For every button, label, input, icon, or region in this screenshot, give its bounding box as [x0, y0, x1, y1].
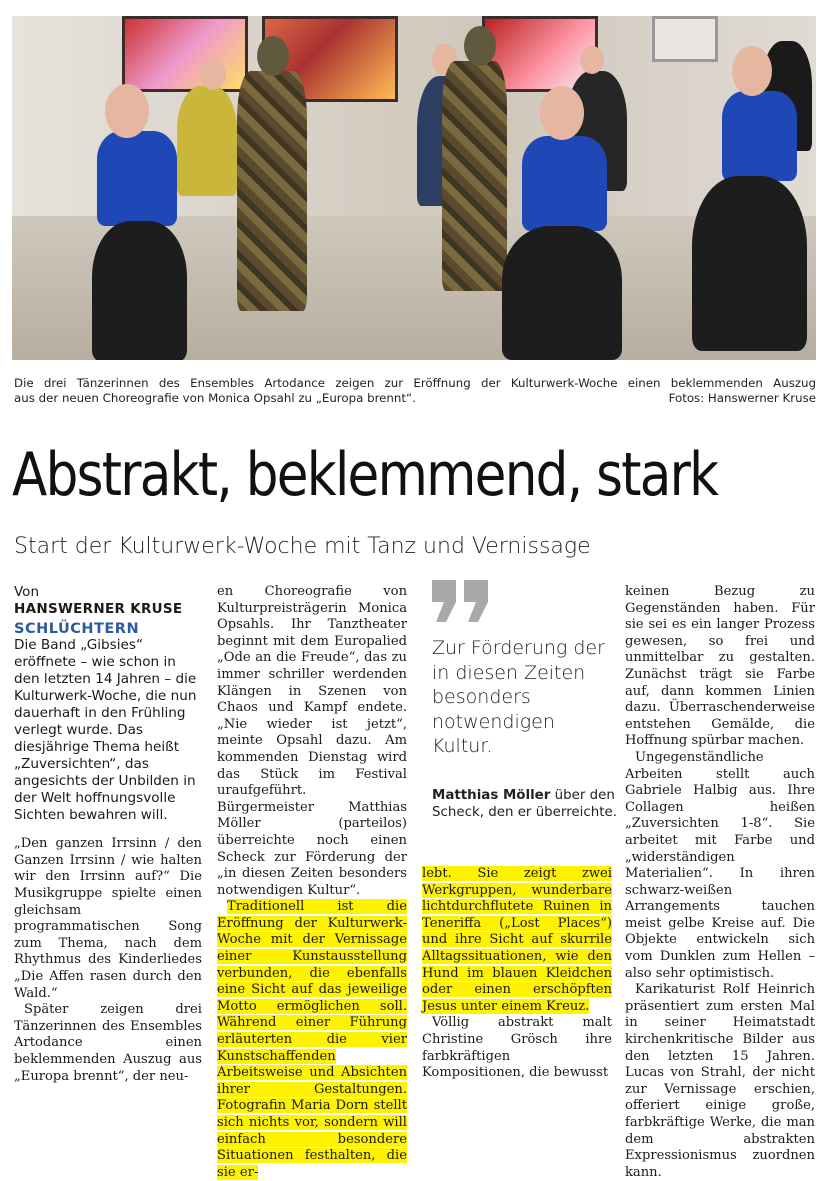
- paragraph: Karikaturist Rolf Heinrich präsentiert zum ersten Mal in seiner Heimatstadt kirchenkritische Bilder aus den letzten 15 Jahren. Lucas von Strahl, der nicht zur Vernissage erschien, offeriert einige große, farbkräftige Werke, die man dem abstrakten Expressionismus zuordnen kann.: [625, 982, 815, 1180]
- photo-caption: [14, 376, 816, 406]
- paragraph: en Choreografie von Kulturpreisträgerin Monica Opsahls. Ihr Tanztheater beginnt mit dem Europalied „Ode an die Freude“, das zu immer schriller werdenden Klängen in Szenen von Chaos und Kampf endete. „Nie wieder ist jetzt“, meinte Opsahl dazu. Am kommenden Dienstag wird das Stück im Festival uraufgeführt. Bürgermeister Matthias Möller (parteilos) überreichte noch einen Scheck zur Förderung der „in diesen Zeiten besonders notwendigen Kultur“.: [217, 584, 407, 898]
- highlighted-paragraph: Traditionell ist die Eröffnung der Kulturwerk-Woche mit der Vernissage einer Kunstausstellung verbunden, die ebenfalls eine Sicht auf das jeweilige Motto ermöglichen soll. Während einer Führung erläuterten die vier Kunstschaffenden Arbeitsweise und Absichten ihrer Gestaltungen. Fotografin Maria Dorn stellt sich nichts vor, sondern will einfach besondere Situationen festhalten, die sie er-: [217, 899, 407, 1180]
- lead-paragraph: Die Band „Gibsies“ eröffnete – wie schon in den letzten 14 Jahren – die Kulturwerk-Woche, die nun dauerhaft in den Frühling verlegt wurde. Das diesjährige Thema heißt „Zuversichten“, das angesichts der Unbilden in der Welt hoffnungsvolle Sichten bewahren will.: [14, 637, 197, 824]
- byline-von: Von: [14, 584, 40, 600]
- paragraph: keinen Bezug zu Gegenständen haben. Für sie sei es ein langer Prozess gewesen, so frei und unmittelbar zu gestalten. Zunächst trägt sie Farbe auf, dann kommen Linien dazu. Überraschenderweise entstehen Gemälde, die Hoffnung spürbar machen.: [625, 584, 815, 749]
- pull-quote-source: [432, 788, 622, 821]
- dateline-place: SCHLÜCHTERN: [14, 620, 140, 637]
- headline: Abstrakt, beklemmend, stark: [12, 440, 718, 510]
- article-photo: [12, 16, 816, 360]
- photo-credit: Fotos: Hanswerner Kruse: [668, 391, 816, 405]
- article-column-1: [14, 584, 202, 1085]
- subheadline: Start der Kulturwerk-Woche mit Tanz und Vernissage: [14, 534, 591, 559]
- article-column-2: [217, 584, 407, 1181]
- quote-context: über den Scheck, den er überreichte.: [432, 788, 617, 820]
- paragraph: Ungegenständliche Arbeiten stellt auch Gabriele Halbig aus. Ihre Collagen heißen „Zuversichten 1-8“. Sie arbeitet mit Farbe und „widerständigen Materialien“. In ihren schwarz-weißen Arrangements tauchen meist gelbe Kreise auf. Die Objekte entwickeln sich vom Dunklen zum Hellen – also sehr optimistisch.: [625, 749, 815, 981]
- pull-quote: Zur Förderung der in diesen Zeiten besonders notwendigen Kultur.: [432, 637, 605, 757]
- paragraph: Völlig abstrakt malt Christine Grösch ihre farbkräftigen Kompositionen, die bewusst: [422, 1015, 612, 1081]
- article-column-4: [625, 584, 815, 1181]
- paragraph: Später zeigen drei Tänzerinnen des Ensembles Artodance einen beklemmenden Auszug aus „Europa brennt“, der neu-: [14, 1002, 202, 1084]
- quote-mark-icon: [430, 580, 492, 622]
- caption-line-2: aus der neuen Choreografie von Monica Opsahl zu „Europa brennt“.: [14, 391, 416, 405]
- quote-author: Matthias Möller: [432, 788, 551, 803]
- byline-author: HANSWERNER KRUSE: [14, 601, 183, 617]
- article-column-3: [422, 866, 612, 1082]
- highlighted-paragraph: lebt. Sie zeigt zwei Werkgruppen, wunderbare lichtdurchflutete Ruinen in Teneriffa („Lost Places“) und ihre Sicht auf skurrile Alltagssituationen, wie den Hund im blauen Kleidchen oder einen erschöpften Jesus unter einem Kreuz.: [422, 866, 612, 1014]
- caption-line-1: Die drei Tänzerinnen des Ensembles Artodance zeigen zur Eröffnung der Kulturwerk-Woche einen beklemmenden Auszug: [14, 376, 816, 390]
- paragraph: „Den ganzen Irrsinn / den Ganzen Irrsinn / wie halten wir den Irrsinn auf?“ Die Musikgruppe spielte einen gleichsam programmatischen Song zum Thema, nach dem Rhythmus des Kinderliedes „Die Affen rasen durch den Wald.“: [14, 836, 202, 1001]
